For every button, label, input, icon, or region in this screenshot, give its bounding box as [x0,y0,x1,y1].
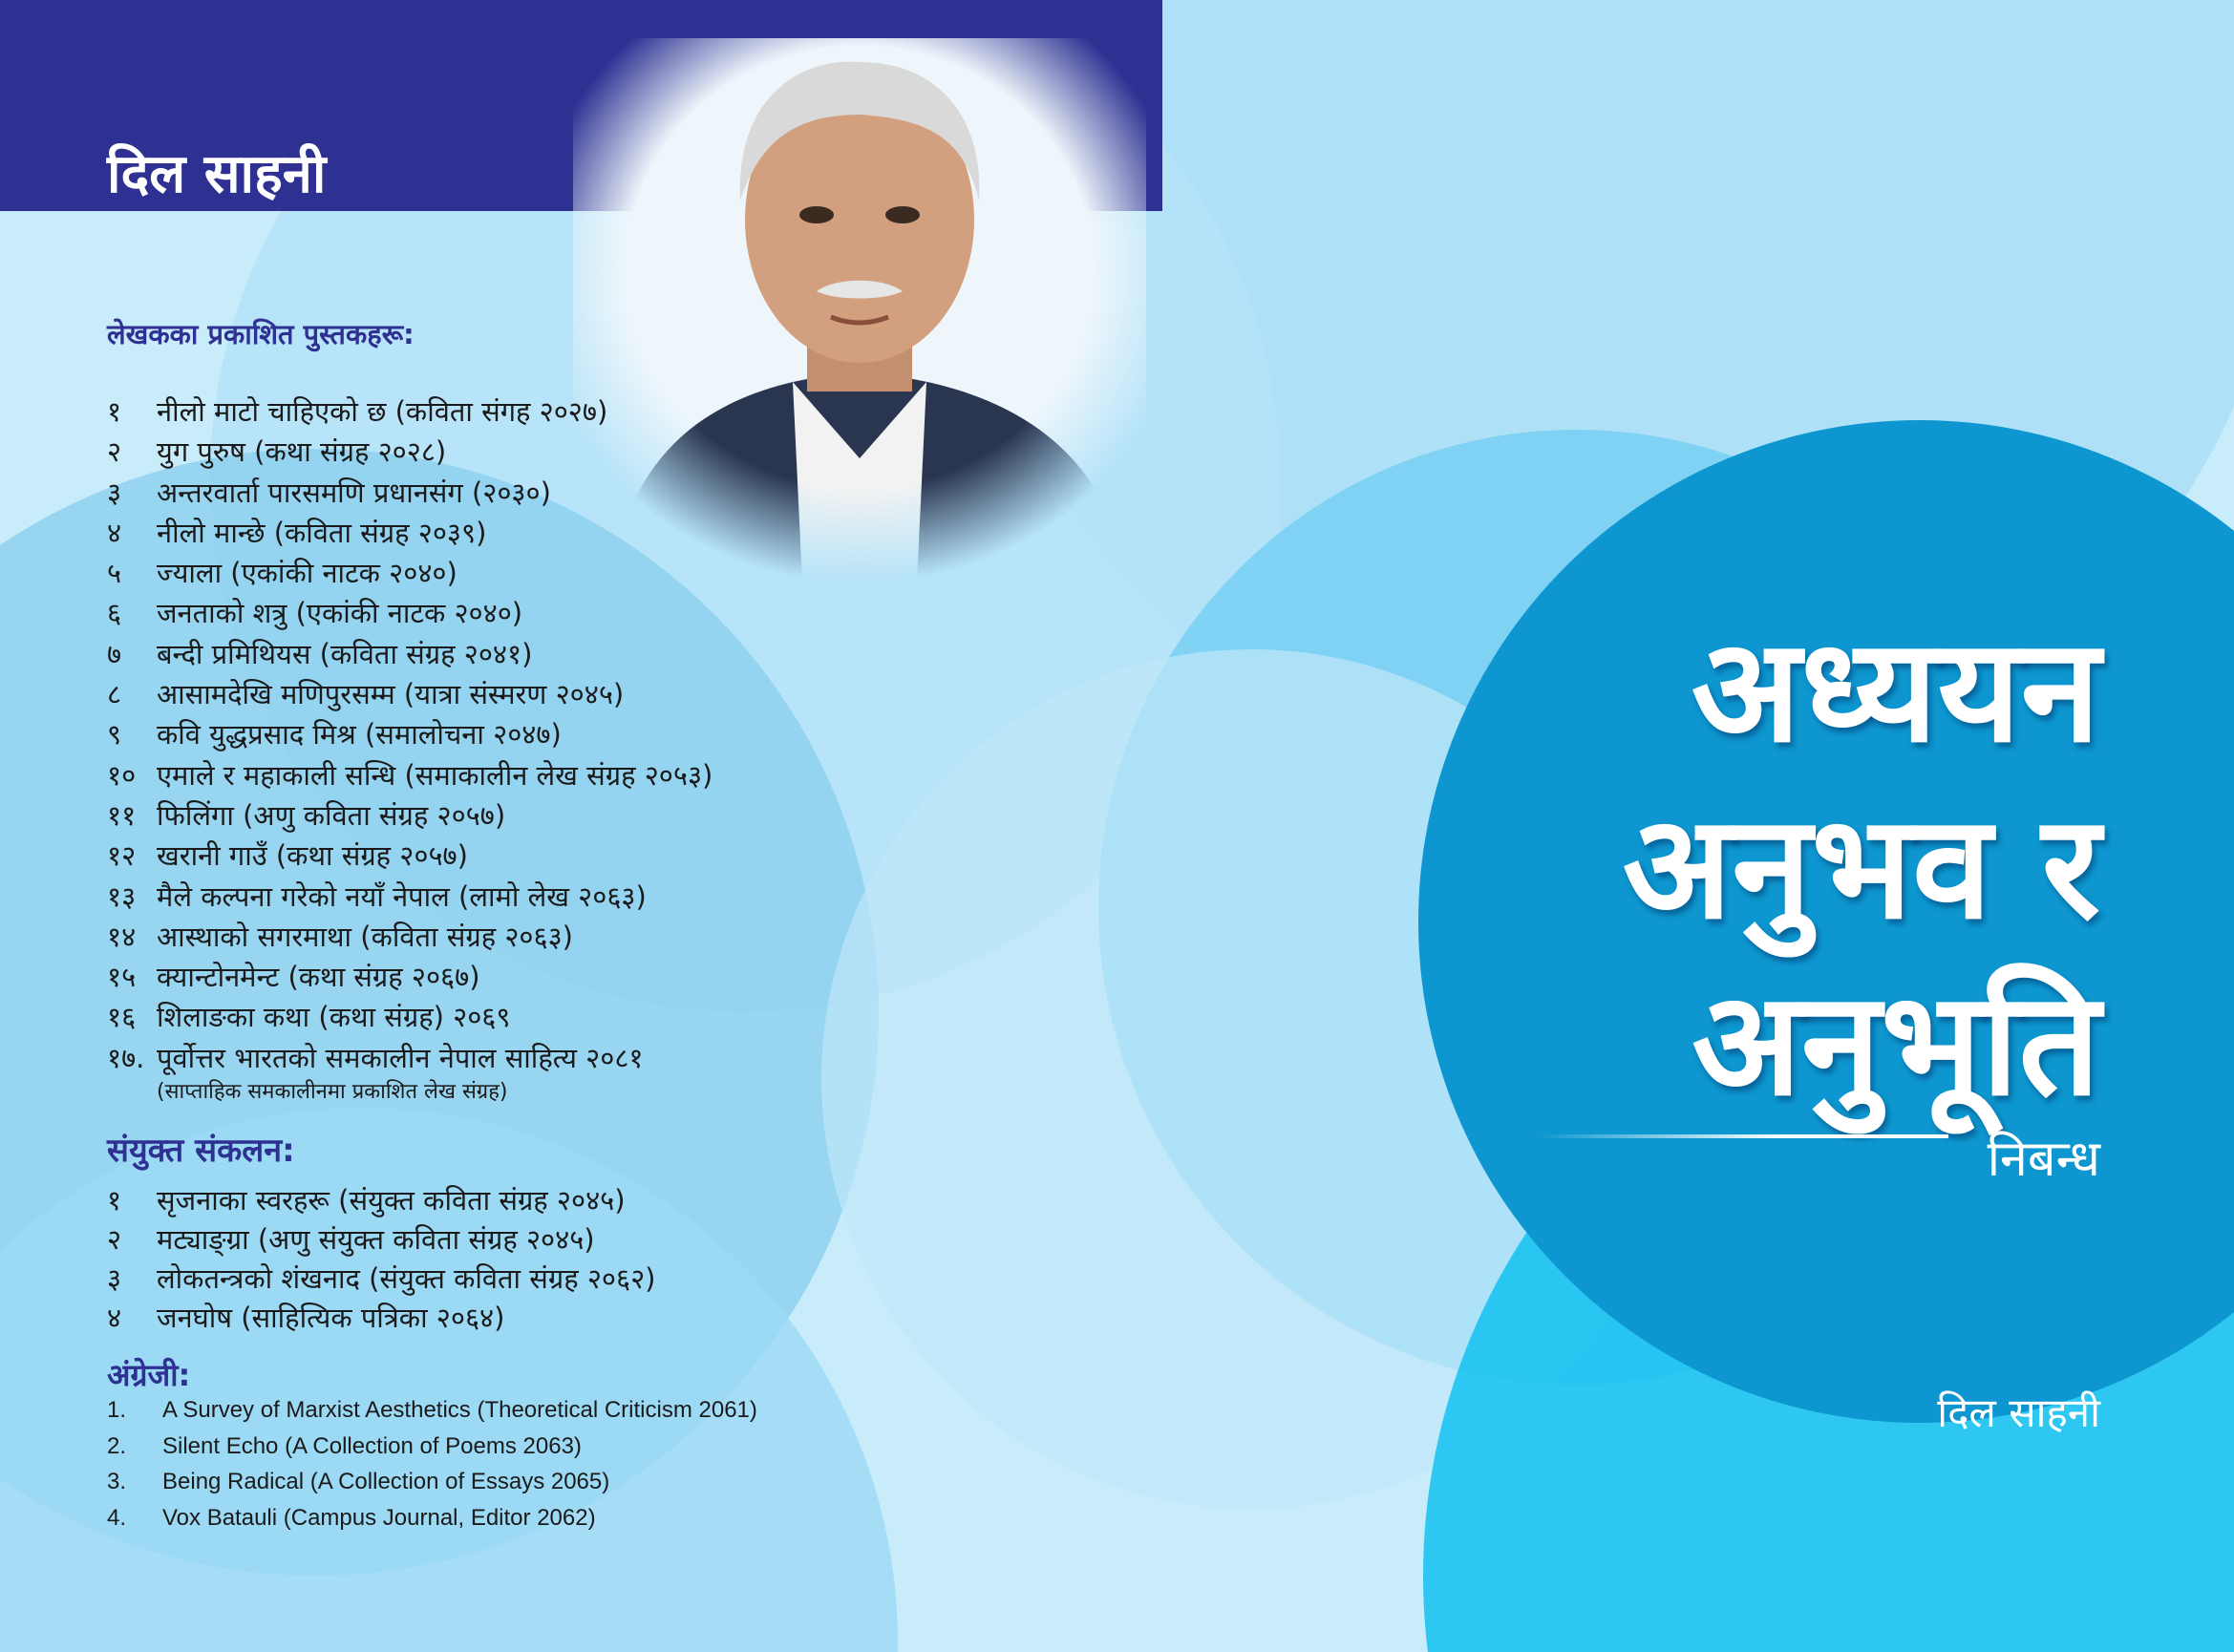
list-item: ३ अन्तरवार्ता पारसमणि प्रधानसंग (२०३०) [107,476,551,509]
list-item: १६ शिलाङका कथा (कथा संग्रह) २०६९ [107,1001,511,1034]
list-item: २ युग पुरुष (कथा संग्रह २०२८) [107,435,447,469]
list-item: ८ आसामदेखि मणिपुरसम्म (यात्रा संस्मरण २०४५) [107,678,625,711]
list-item: 3. Being Radical (A Collection of Essays 2065) [107,1469,610,1494]
list-item: २ मट्याङ्ग्रा (अणु संयुक्त कविता संग्रह २०४५) [107,1223,595,1256]
list-item: ४ जनघोष (साहित्यिक पत्रिका २०६४) [107,1302,505,1334]
list-item: ६ जनताको शत्रु (एकांकी नाटक २०४०) [107,597,523,630]
cover-author-name: दिल साहनी [1937,1389,2100,1436]
list-item: १० एमाले र महाकाली सन्धि (समाकालीन लेख संग्रह २०५३) [107,758,713,792]
published-books-list [107,392,713,1112]
english-books-list [107,1392,757,1536]
list-item: ४ नीलो मान्छे (कविता संग्रह २०३९) [107,516,487,549]
joint-collections-list [107,1181,655,1338]
cover-title-line2: अनुभव र [1622,785,2100,951]
back-author-name: दिल साहनी [107,143,327,205]
list-item: १२ खरानी गाउँ (कथा संग्रह २०५७) [107,839,468,873]
list-item: ११ फिलिंगा (अणु कविता संग्रह २०५७) [107,798,506,832]
list-item-note: (साप्ताहिक समकालीनमा प्रकाशित लेख संग्रह) [157,1080,508,1105]
list-item: १३ मैले कल्पना गरेको नयाँ नेपाल (लामो लेख २०६३) [107,879,647,913]
title-rule [1538,1134,1948,1138]
list-item: ९ कवि युद्धप्रसाद मिश्र (समालोचना २०४७) [107,718,562,752]
list-item: १४ आस्थाको सगरमाथा (कविता संग्रह २०६३) [107,920,573,953]
list-item: १ नीलो माटो चाहिएको छ (कविता संगह २०२७) [107,395,608,428]
cover-title-line1: अध्ययन [1691,608,2100,774]
list-item: 1. A Survey of Marxist Aesthetics (Theoretical Criticism 2061) [107,1397,757,1423]
english-heading: अंग्रेजी: [107,1357,191,1393]
list-item: ५ ज्याला (एकांकी नाटक २०४०) [107,557,457,590]
list-item: १ सृजनाका स्वरहरू (संयुक्त कविता संग्रह २०४५) [107,1184,626,1217]
list-item: १५ क्यान्टोनमेन्ट (कथा संग्रह २०६७) [107,961,480,994]
list-item: ३ लोकतन्त्रको शंखनाद (संयुक्त कविता संग्रह २०६२) [107,1262,656,1295]
list-item: 2. Silent Echo (A Collection of Poems 2063) [107,1432,582,1459]
list-item: 4. Vox Batauli (Campus Journal, Editor 2062) [107,1504,596,1531]
list-item: १७. पूर्वोत्तर भारतको समकालीन नेपाल साहित्य २०८१ [107,1041,644,1074]
joint-heading: संयुक्त संकलन: [107,1132,295,1170]
cover-genre: निबन्ध [1987,1131,2100,1188]
list-item: ७ बन्दी प्रमिथियस (कविता संग्रह २०४१) [107,637,533,670]
books-heading: लेखकका प्रकाशित पुस्तकहरू: [107,318,415,350]
cover-title-line3: अनुभूति [1691,962,2100,1128]
